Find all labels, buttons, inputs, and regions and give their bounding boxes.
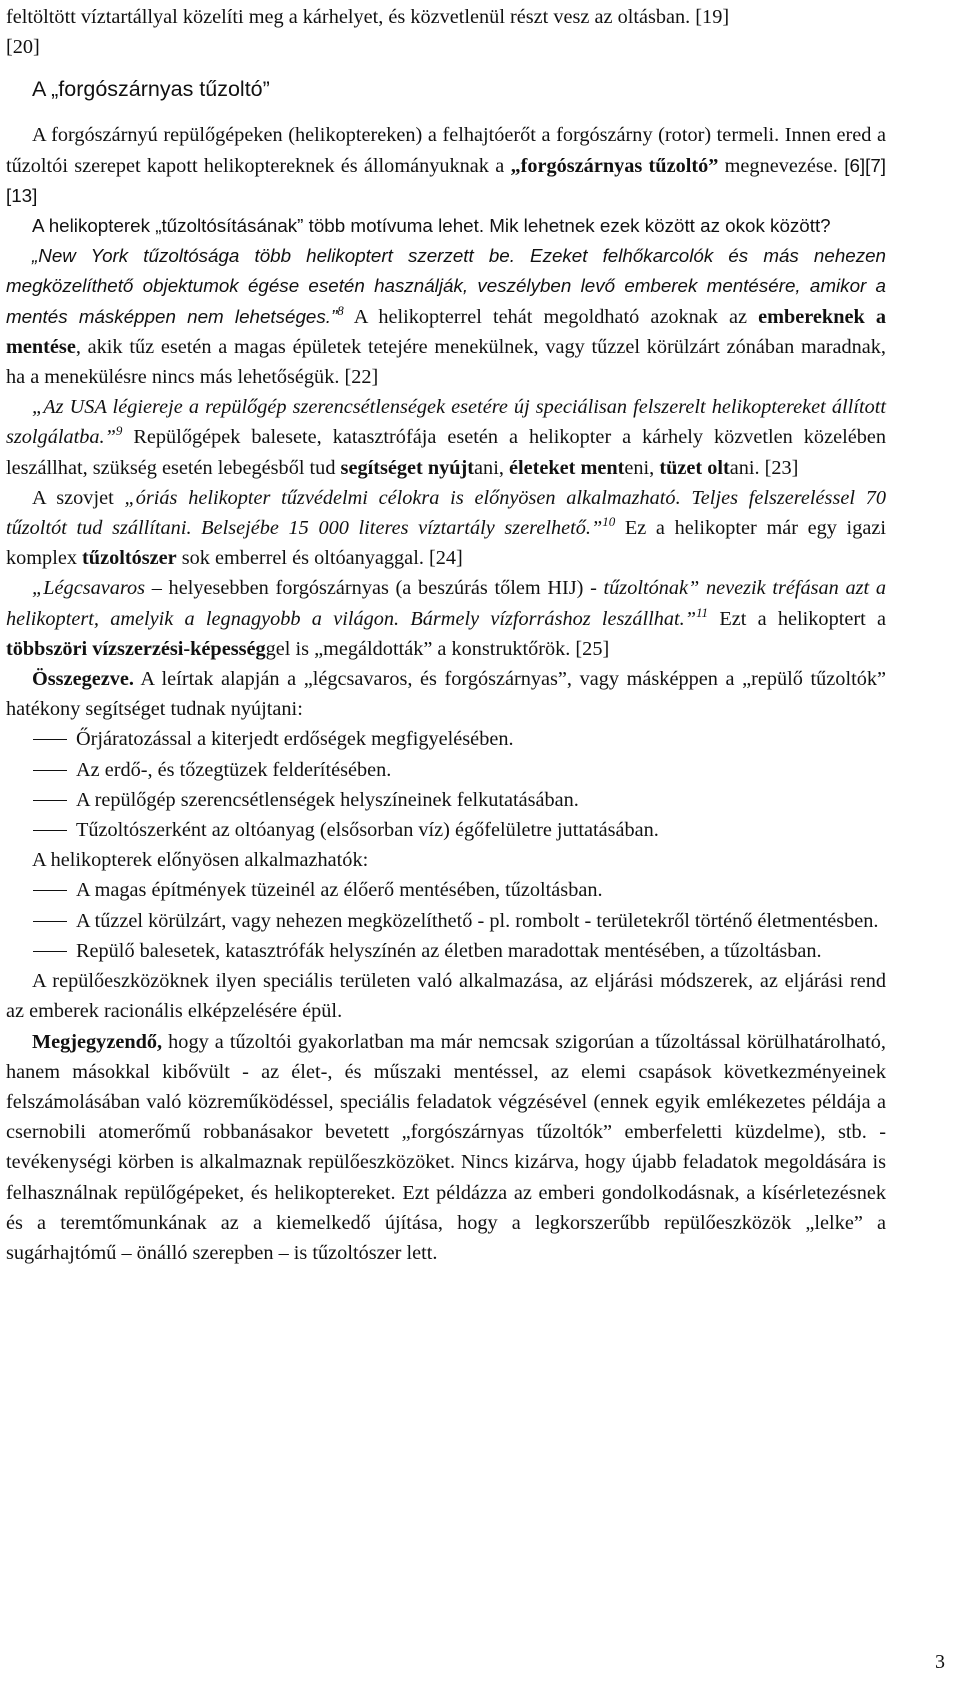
list-item-text: Őrjáratozással a kiterjedt erdőségek megfigyelésében.	[76, 728, 514, 751]
note-label: Megjegyzendő,	[32, 1030, 163, 1053]
summary-list	[6, 724, 886, 845]
intro-line-2: [20]	[6, 36, 40, 59]
intro-paragraph	[6, 2, 886, 62]
list-item-text: Az erdő-, és tőzegtüzek felderítésében.	[76, 758, 392, 781]
footnote-marker: 9	[115, 423, 123, 439]
text-run: hogy a tűzoltói gyakorlatban ma már nemcsak szigorúan a tűzoltással körülhatárolható, hanem másokkal kibővült - az élet-, és műszaki mentéssel, az elemi csapások következményeinek felszámolásában való közreműködéssel, speciális feladatok végzésével (ennek egyik emlékezetes példája a csernobili atomerőmű robbanásakor bevetett „forgószárnyas tűzoltók” emberfeletti küzdelme), stb. - tevékenységi körben is alkalmaznak repülőeszközöket. Nincs kizárva, hogy újabb feladatok megoldására is felhasználnak repülőgépeket, és helikoptereket. Ezt példázza az emberi gondolkodásnak, a kísérletezésnek és a teremtőmunkának az a kiemelkedő újítása, hogy a legkorszerűbb repülőeszközök „lelke” a sugárhajtómű – önálló szerepben – is tűzoltószer lett.	[6, 1030, 886, 1264]
paragraph-motives: A helikopterek „tűzoltósításának” több motívuma lehet. Mik lehetnek ezek között az okok között?	[32, 215, 831, 237]
list-item	[6, 755, 886, 785]
paragraph-usaf	[6, 392, 886, 483]
text-run: A helikopterrel tehát megoldható azoknak az	[343, 305, 759, 328]
text-run: ani. [23]	[729, 456, 799, 479]
quote: „New York tűzoltósága több helikoptert szerzett be. Ezeket felhőkarcolók és más nehezen megközelíthető objektumok égése esetén használják, veszélyben levő emberek mentésére, amikor a mentés másképpen nem lehetséges.”	[6, 245, 886, 327]
dash-bullet	[33, 739, 67, 740]
quote: „Légcsavaros –	[32, 577, 162, 600]
text-run: Ez a helikopter már egy igazi komplex	[6, 517, 886, 570]
quote: tűzoltónak” nevezik tréfásan azt a helikoptert, amelyik a legnagyobb a világon. Bármely vízforráshoz leszállhat.”	[6, 577, 886, 630]
document-body	[6, 2, 886, 1268]
text-run: A forgószárnyú repülőgépeken (helikoptereken) a felhajtóerőt a forgószárny (rotor) termeli. Innen ered a tűzoltói szerepet kapott helikoptereknek és állományuknak a	[6, 124, 886, 177]
bold-term: életeket ment	[508, 456, 625, 479]
paragraph-rotor	[6, 120, 886, 211]
dash-bullet	[33, 921, 67, 922]
paragraph-largest-helicopter	[6, 573, 886, 664]
paragraph-newyork	[6, 241, 886, 392]
text-run: sok emberrel és oltóanyaggal. [24]	[176, 547, 463, 570]
section-heading: A „forgószárnyas tűzoltó”	[32, 77, 270, 102]
bold-term: többszöri vízszerzési-képesség	[6, 637, 266, 660]
page-number: 3	[935, 1651, 945, 1673]
applications-list	[6, 875, 886, 966]
text-run: helyesebben forgószárnyas (a beszúrás tőlem HIJ) -	[161, 577, 604, 600]
closing-paragraph: A repülőeszközöknek ilyen speciális területen való alkalmazása, az eljárási módszerek, az eljárási rend az emberek racionális elképzelésére épül.	[6, 970, 886, 1023]
text-run: Repülőgépek balesete, katasztrófája esetén a helikopter a kárhely közvetlen közelében leszállhat, szükség esetén lebegésből tud	[6, 426, 886, 479]
list-item-text: A repülőgép szerencsétlenségek helyszíneinek felkutatásában.	[76, 788, 579, 811]
list-item-text: Tűzoltószerként az oltóanyag (elsősorban víz) égőfelületre juttatásában.	[76, 819, 659, 842]
list-item	[6, 936, 886, 966]
list-item	[6, 785, 886, 815]
list-item	[6, 906, 886, 936]
dash-bullet	[33, 830, 67, 831]
list-heading: A helikopterek előnyösen alkalmazhatók:	[32, 849, 369, 872]
text-run: A szovjet	[32, 486, 125, 509]
text-run: Ezt a helikoptert a	[708, 607, 887, 630]
text-run: megnevezése.	[718, 154, 838, 177]
text-run: , akik tűz esetén a magas épületek tetejére menekülnek, vagy tűzzel körülzárt zónában maradnak, ha a menekülésre nincs más lehetőségük. [22]	[6, 335, 886, 389]
text-run: eni,	[624, 456, 660, 479]
quote: „Az USA légiereje a repülőgép szerencsétlenségek esetére új speciálisan felszerelt helikoptereket állított szolgálatba.”	[6, 396, 886, 449]
dash-bullet	[33, 890, 67, 891]
list-item	[6, 875, 886, 905]
list-item-text: A tűzzel körülzárt, vagy nehezen megközelíthető - pl. rombolt - területekről történő életmentésben.	[76, 909, 879, 932]
paragraph-soviet	[6, 483, 886, 574]
footnote-marker: 8	[337, 302, 344, 318]
bold-term: segítséget nyújt	[340, 456, 475, 479]
list-item	[6, 724, 886, 754]
list-item-text: A magas építmények tüzeinél az élőerő mentésében, tűzoltásban.	[76, 879, 603, 902]
dash-bullet	[33, 800, 67, 801]
note-paragraph	[6, 1027, 886, 1269]
bold-term: „forgószárnyas tűzoltó”	[510, 154, 719, 177]
summary-label: Összegezve.	[32, 668, 134, 691]
bold-term: tüzet olt	[659, 456, 730, 479]
list-item-text: Repülő balesetek, katasztrófák helyszínén az életben maradottak mentésében, a tűzoltásban.	[76, 939, 822, 962]
dash-bullet	[33, 951, 67, 952]
text-run: ani,	[474, 456, 509, 479]
summary-paragraph	[6, 664, 886, 724]
intro-line-1: feltöltött víztartállyal közelíti meg a kárhelyet, és közvetlenül részt vesz az oltásban. [19]	[6, 6, 730, 28]
text-run: gel is „megáldották” a konstruktőrök. [25]	[265, 637, 610, 660]
dash-bullet	[33, 770, 67, 771]
list-item	[6, 815, 886, 845]
footnote-marker: 10	[602, 514, 616, 530]
reference: [6][7][13]	[6, 154, 886, 206]
bold-term: tűzoltószer	[82, 547, 177, 570]
text-run: A leírtak alapján a „légcsavaros, és forgószárnyas”, vagy másképpen a „repülő tűzoltók” hatékony segítséget tudnak nyújtani:	[6, 668, 886, 721]
quote: „óriás helikopter tűzvédelmi célokra is előnyösen alkalmazható. Teljes felszereléssel 70 tűzoltót tud szállítani. Belsejébe 15 000 literes víztartály szerelhető.”	[6, 486, 886, 540]
bold-term: embereknek a mentése	[6, 305, 886, 358]
footnote-marker: 11	[696, 604, 709, 620]
